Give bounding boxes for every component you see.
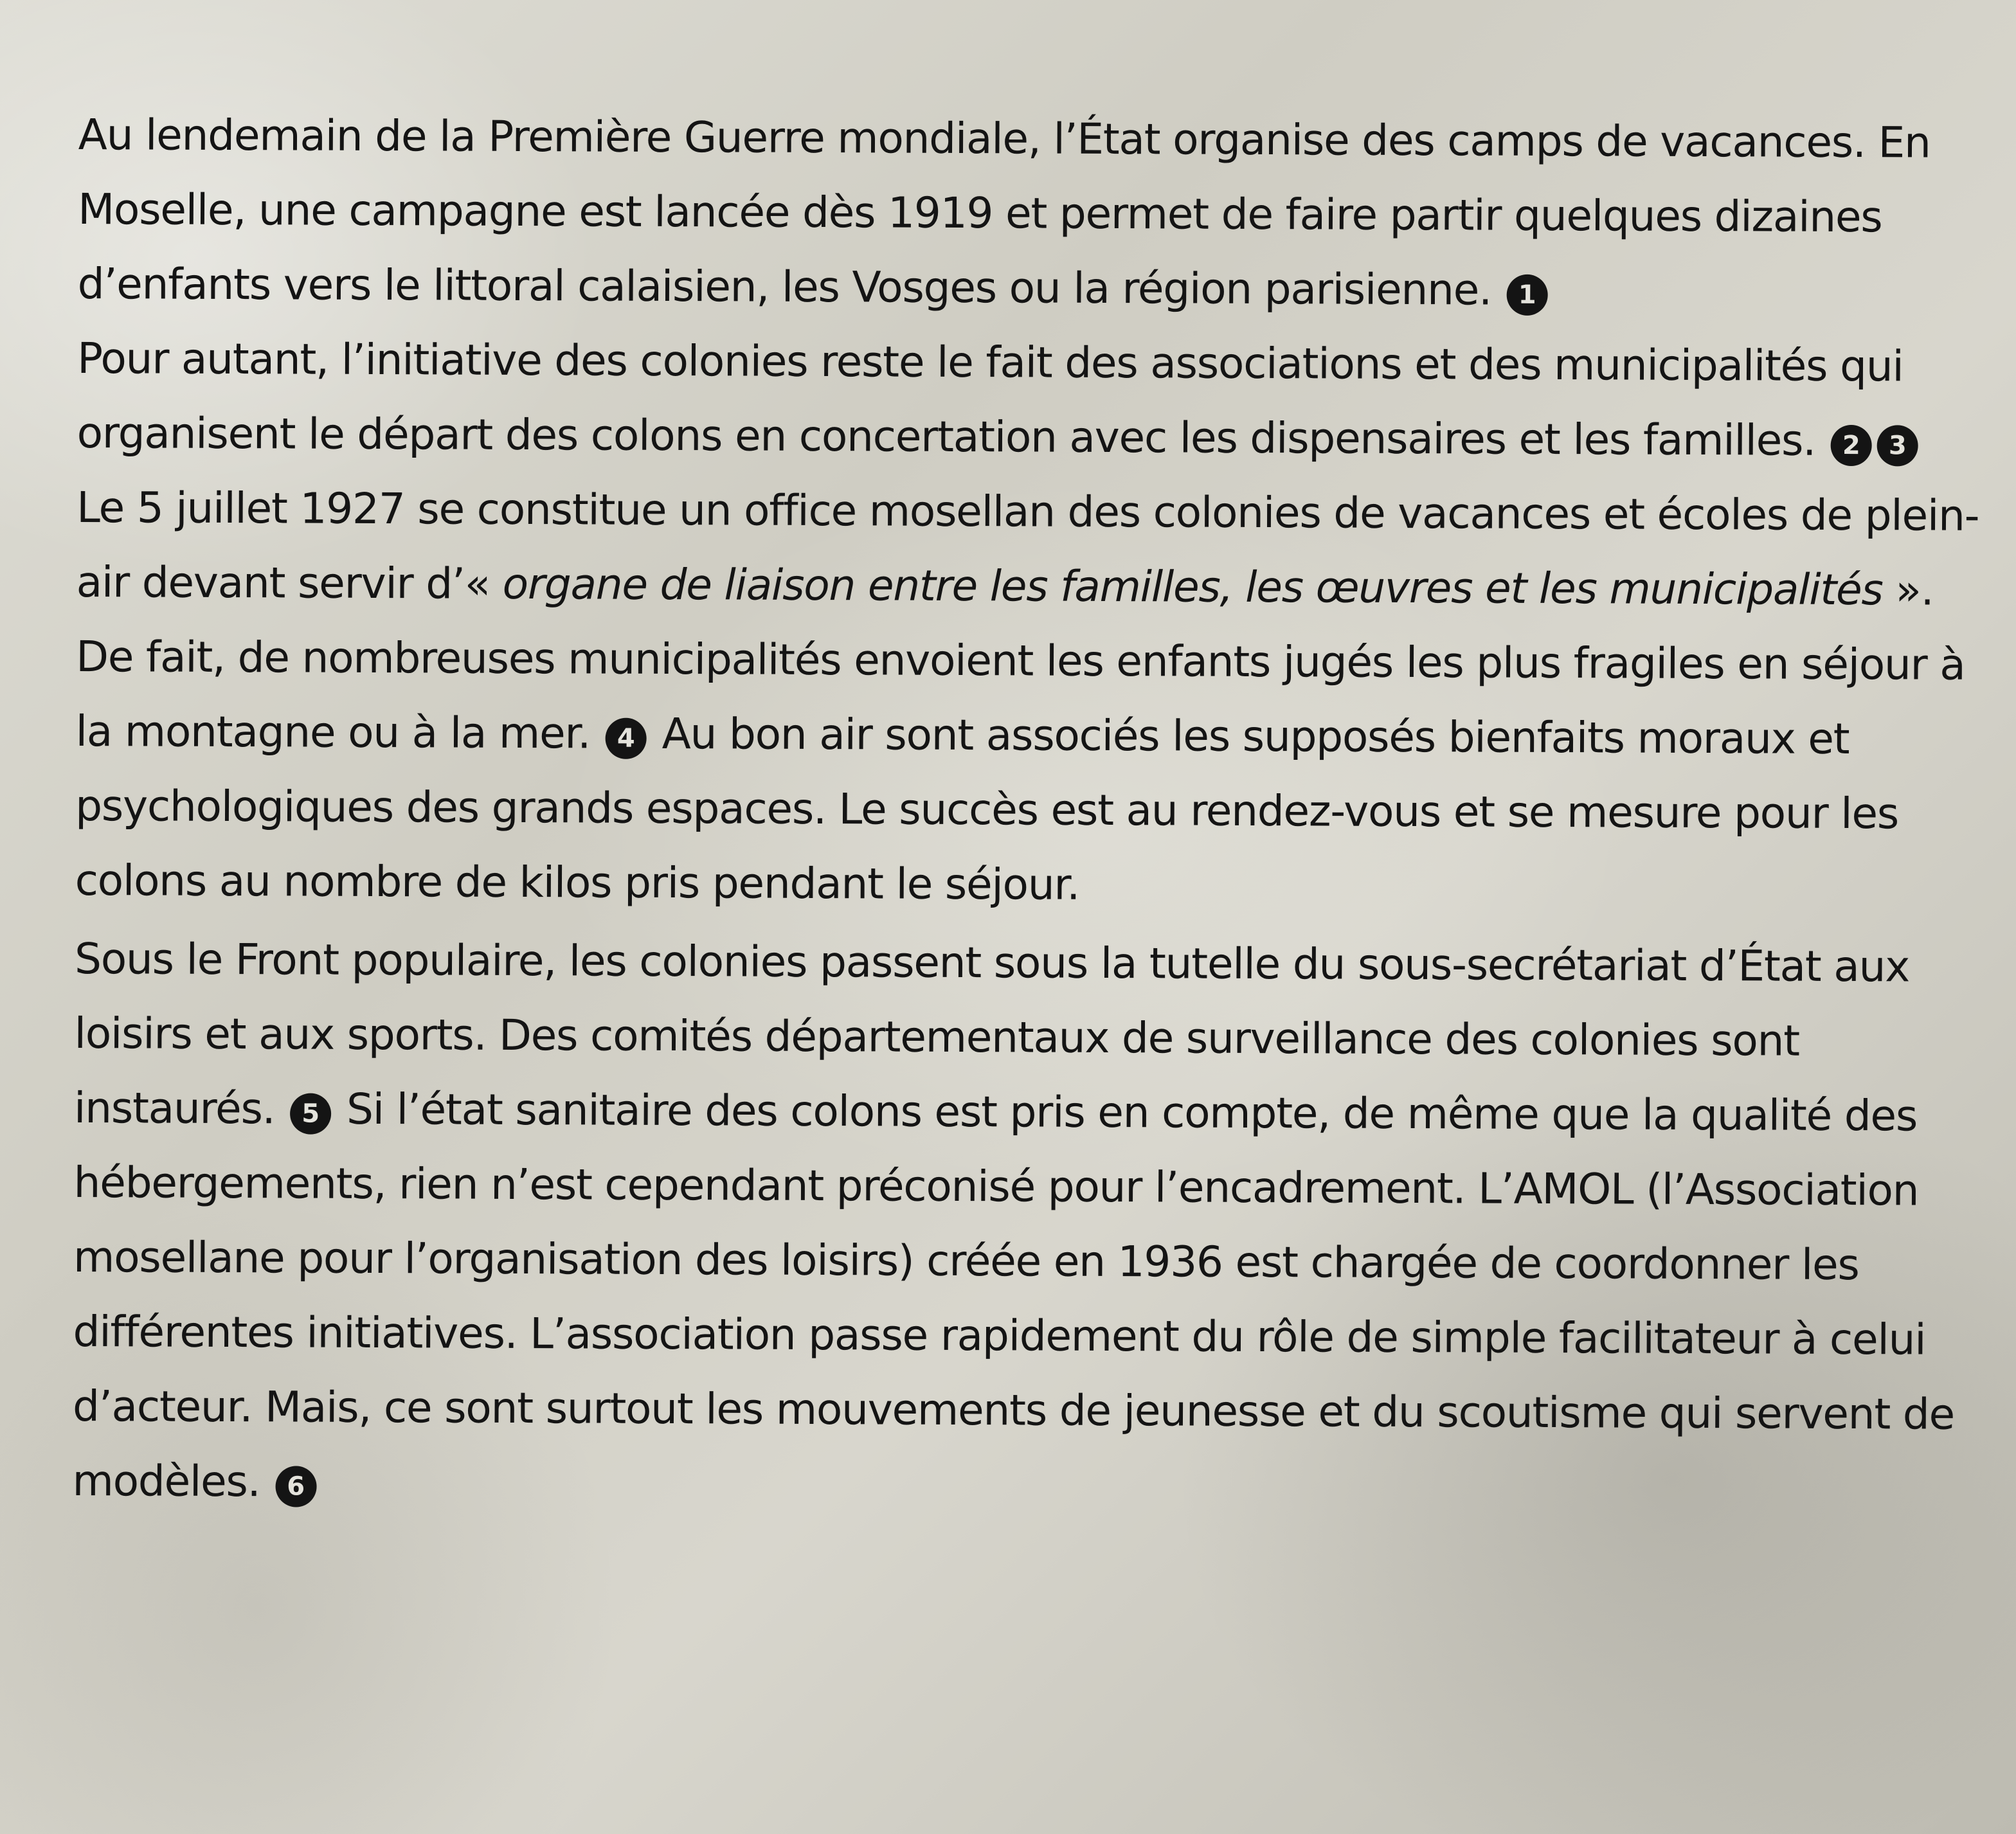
figure-reference-5-badge: 5 <box>290 1093 331 1134</box>
paragraph-text: Le 5 juillet 1927 se constitue un office mosellan des colonies de vacances et écoles de plein-air devant servir d’« <box>76 482 1979 609</box>
paragraph-1 <box>77 98 1981 330</box>
italic-quotation: organe de liaison entre les familles, les œuvres et les municipalités <box>502 559 1883 615</box>
paragraph-text: Sous le Front populaire, les colonies passent sous la tutelle du sous-secrétariat d’État aux loisirs et aux sports. Des comités départementaux de surveillance des colonies sont instaurés. <box>73 933 1910 1134</box>
paragraph-text: Au lendemain de la Première Guerre mondiale, l’État organise des camps de vacances. En Moselle, une campagne est lancée dès 1919 et permet de faire partir quelques dizaines d’enfants vers le littoral calaisien, les Vosges ou la région parisienne. <box>77 109 1931 315</box>
figure-reference-2-badge: 2 <box>1831 425 1872 466</box>
figure-reference-4-badge: 4 <box>606 718 647 759</box>
figure-reference-1-badge: 1 <box>1507 274 1548 316</box>
paragraph-2 <box>76 321 1980 628</box>
paragraph-text: ». <box>1882 565 1934 615</box>
paragraph-3 <box>75 620 1979 926</box>
paragraph-4 <box>72 922 1977 1527</box>
panel-body-text <box>72 98 1981 1527</box>
paragraph-text: De fait, de nombreuses municipalités envoient les enfants jugés les plus fragiles en séjour à la montagne ou à la mer. <box>75 631 1965 759</box>
paragraph-text: Pour autant, l’initiative des colonies reste le fait des associations et des municipalités qui organisent le départ des colons en concertation avec les dispensaires et les familles. <box>76 333 1904 465</box>
figure-reference-3-badge: 3 <box>1877 425 1918 466</box>
figure-reference-6-badge: 6 <box>275 1466 316 1507</box>
paragraph-text: Si l’état sanitaire des colons est pris en compte, de même que la qualité des hébergements, rien n’est cependant préconisé pour l’encadrement. L’AMOL (l’Association mosellane pour l’organisation des loisirs) créée en 1936 est chargée de coordonner les différentes initiatives. L’association passe rapidement du rôle de simple facilitateur à celui d’acteur. Mais, ce sont surtout les mouvements de jeunesse et du scoutisme qui servent de modèles. <box>72 1084 1955 1507</box>
paragraph-text: Au bon air sont associés les supposés bienfaits moraux et psychologiques des grands espaces. Le succès est au rendez-vous et se mesure pour les colons au nombre de kilos pris pendant le séjour. <box>75 708 1899 910</box>
